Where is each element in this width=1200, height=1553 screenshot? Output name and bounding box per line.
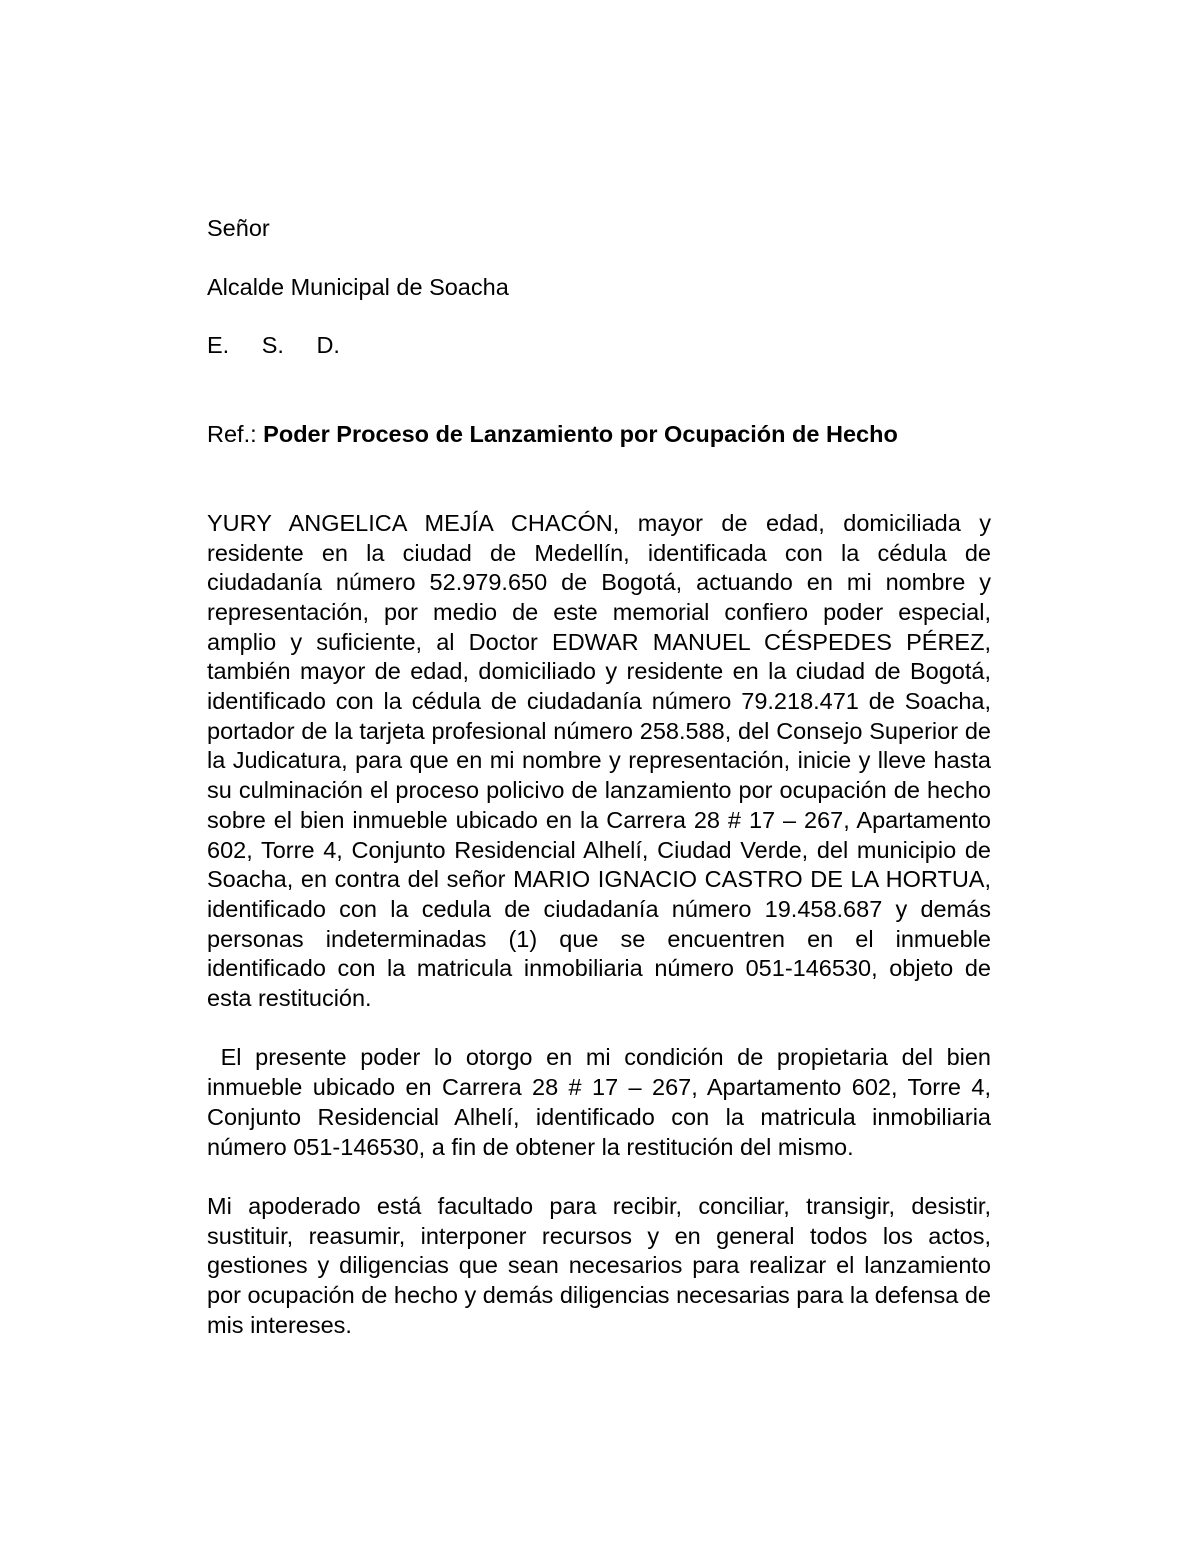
paragraph-grant-of-power: YURY ANGELICA MEJÍA CHACÓN, mayor de edad, domiciliada y residente en la ciudad de Medellín, identificada con la cédula de ciudadanía número 52.979.650 de Bogotá, actuando en mi nombre y representación, por medio de este memorial confiero poder especial, amplio y suficiente, al Doctor EDWAR MANUEL CÉSPEDES PÉREZ, también mayor de edad, domiciliado y residente en la ciudad de Bogotá, identificado con la cédula de ciudadanía número 79.218.471 de Soacha, portador de la tarjeta profesional número 258.588, del Consejo Superior de la Judicatura, para que en mi nombre y representación, inicie y lleve hasta su culminación el proceso policivo de lanzamiento por ocupación de hecho sobre el bien inmueble ubicado en la Carrera 28 # 17 – 267, Apartamento 602, Torre 4, Conjunto Residencial Alhelí, Ciudad Verde, del municipio de Soacha, en contra del señor MARIO IGNACIO CASTRO DE LA HORTUA, identificado con la cedula de ciudadanía número 19.458.687 y demás personas indeterminadas (1) que se encuentren en el inmueble identificado con la matricula inmobiliaria número 051-146530, objeto de esta restitución. <box>207 509 991 1012</box>
reference-label: Ref.: <box>207 421 257 448</box>
salutation: Señor <box>207 215 270 241</box>
paragraph-faculties: Mi apoderado está facultado para recibir, conciliar, transigir, desistir, sustituir, reasumir, interponer recursos y en general todos los actos, gestiones y diligencias que sean necesarios para realizar el lanzamiento por ocupación de hecho y demás diligencias necesarias para la defensa de mis intereses. <box>207 1192 991 1338</box>
reference-line <box>207 420 991 450</box>
paragraph-ownership: El presente poder lo otorgo en mi condición de propietaria del bien inmueble ubicado en Carrera 28 # 17 – 267, Apartamento 602, Torre 4, Conjunto Residencial Alhelí, identificado con la matricula inmobiliaria número 051-146530, a fin de obtener la restitución del mismo. <box>207 1044 998 1160</box>
letter-body <box>207 214 998 1340</box>
reference-title: Poder Proceso de Lanzamiento por Ocupación de Hecho <box>263 421 898 448</box>
addressee: Alcalde Municipal de Soacha <box>207 273 509 300</box>
esd-line: E. S. D. <box>207 332 340 359</box>
